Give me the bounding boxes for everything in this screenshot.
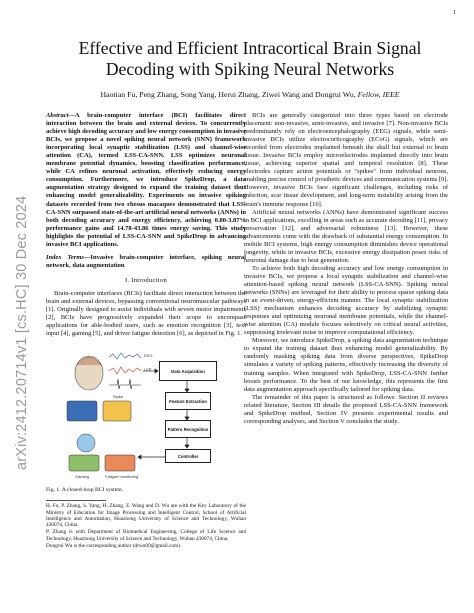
label-eeg: EEG (144, 353, 153, 359)
box-feature-extraction: Feature Extraction (165, 392, 211, 410)
signal-waveforms (109, 353, 141, 389)
body-paragraph-3: To achieve both high decoding accuracy and low energy consumption in invasive BCIs, we propose a local synaptic stabilization and channel-wise attention-based spiking neural network (LSS-CA-SNN). Spiking neural networks (SNNs) are leveraged for their ability to process sparse spiking data in an event-driven, energy-efficient manner. The local synaptic stabilization (LSS) mechanism enhances decoding accuracy by stabilizing synaptic responses and optimizing neuronal membrane potentials, while the channel-wise attention (CA) module focuses selectively on critical neural activities, suppressing irrelevant noise to improve computational efficiency. (244, 264, 448, 337)
box-pattern-recognition: Pattern Recognition (165, 420, 211, 438)
application-icons (67, 401, 135, 471)
footnote-rule (46, 500, 106, 501)
section-heading: I. Introduction (124, 276, 168, 284)
abstract (46, 112, 246, 249)
right-column (244, 112, 448, 426)
title-line-1: Effective and Efficient Intracortical Brain Signal (78, 38, 422, 58)
bci-system-figure (61, 343, 231, 483)
title-line-2: Decoding with Spiking Neural Networks (105, 59, 395, 79)
authors-names: Haotian Fu, Peng Zhang, Song Yang, Herui Zhang, Ziwei Wang and Dongrui Wu, (100, 90, 356, 99)
label-spike: Spike (113, 394, 124, 400)
body-paragraph-4: Moreover, we introduce SpikeDrop, a spiking data augmentation technique to expand the training dataset thus enhancing model generalizability. By randomly masking spiking data from diverse perspectives, SpikeDrop simulates a variety of spiking patterns, effectively increasing the diversity of training samples. When integrated with SpikeDrop, LSS-CA-SNN further boosts performance. To the best of our knowledge, this represents the first data augmentation approach specifically tailored for spiking data. (244, 337, 448, 393)
abstract-text: —A brain-computer interface (BCI) facilitates direct interaction between the brain and external devices. To concurrently achieve high decoding accuracy and low energy consumption in invasive BCIs, we propose a novel spiking neural network (SNN) framework incorporating local synaptic stabilization (LSS) and channel-wise attention (CA), termed LSS-CA-SNN. LSS optimizes neuronal membrane potential dynamics, boosting classification performance, while CA refines neuronal activation, effectively reducing energy consumption. Furthermore, we introduce SpikeDrop, a data augmentation strategy designed to expand the training dataset thus enhancing model generalizability. Experiments on invasive spiking datasets recorded from two rhesus macaques demonstrated that LSS-CA-SNN surpassed state-of-the-art artificial neural networks (ANNs) in both decoding accuracy and energy efficiency, achieving 0.80-3.87% performance gains and 14.78-43.86 times energy saving. This study highlights the potential of LSS-CA-SNN and SpikeDrop in advancing invasive BCI applications. (46, 112, 246, 248)
label-fatigue-monitoring: Fatigue monitoring (105, 474, 139, 480)
arxiv-id: arXiv:2412.20714v1 [cs.HC] 30 Dec 2024 (14, 195, 30, 470)
page-number: 1 (453, 10, 456, 16)
label-lfp: LFP (144, 367, 152, 373)
abstract-label: Abstract (46, 112, 69, 119)
figure-caption: Fig. 1. A closed-loop BCI system. (46, 487, 124, 494)
box-controller: Controller (165, 449, 211, 463)
intro-paragraph: Brain-computer interfaces (BCIs) facilitate direct interaction between the brain and external devices, bypassing conventional neuromuscular pathways [1]. Originally designed to assist individuals with severe motor impairments [2], BCIs have progressively expanded their scope to encompass applications for able-bodied users, such as emotion recognition [3], text input [4], gaming [5], and driver fatigue detection [6], as depicted in Fig. 1. (46, 289, 246, 338)
box-data-acquisition: Data Acquisition (159, 361, 217, 381)
arxiv-watermark (14, 140, 34, 470)
body-paragraph-2: Artificial neural networks (ANNs) have demonstrated significant success in BCI applications, excelling in areas such as accurate decoding [11], privacy preservation [12], and adversarial robustness [13]. However, these advancements come with the drawback of substantial energy consumption. In mobile BCI systems, high energy consumption diminishes device operational longevity, while in invasive BCIs, excessive energy dissipation poses risks of neuronal damage due to heat generation. (244, 208, 448, 264)
label-gaming: Gaming (75, 474, 90, 480)
authors-suffix: Fellow, IEEE (355, 90, 400, 99)
flow-arrows (138, 369, 189, 459)
footnote-corresponding: Dongrui Wu is the corresponding author (drwu09@gmail.com). (46, 543, 182, 550)
author-list (40, 90, 460, 99)
index-terms-text: —Invasive brain-computer interface, spiking neural network, data augmentation (46, 253, 246, 269)
head-icon (75, 356, 103, 390)
footnote-affiliation-1: H. Fu, P. Zhang, S. Yang, H. Zhang, Z. Wang and D. Wu are with the Key Laboratory of the Ministry of Education for Image Processing and Intelligent Control, School of Artificial Intelligence and Automation, Huazhong University of Science and Technology, Wuhan 430074, China. (46, 503, 246, 529)
index-terms-label: Index Terms (46, 253, 84, 261)
footnote-affiliation-2: P. Zhang is with Department of Biomedical Engineering, College of Life Science and Technology, Huazhong University of Science and Technology, Wuhan 430074, China. (46, 529, 246, 542)
body-paragraph-5: The remainder of this paper is structured as follows: Section II reviews related literature, Section III details the proposed LSS-CA-SNN framework and SpikeDrop method, Section IV presents experimental results and corresponding analyses, and Section V concludes the study. (244, 393, 448, 425)
paper-title (40, 38, 460, 80)
index-terms (46, 254, 246, 270)
body-paragraph-1: BCIs are generally categorized into three types based on electrode placement: non-invasive, semi-invasive, and invasive [7]. Non-invasive BCIs predominantly rely on electroencephalography (EEG) signals, while semi-invasive BCIs utilize electrocorticography (ECoG) signals, which are recorded from electrodes implanted beneath the skull but external to brain tissue. Invasive BCIs employ microelectrodes implanted directly into brain tissue, achieving superior spatial and temporal resolution [8]. These electrodes capture action potentials or "spikes" from individual neurons, enabling precise control of prosthetic devices and communication systems [9]. However, invasive BCIs face significant challenges, including risks of infection, scar tissue development, and long-term instability arising from the brain's immune response [10]. (244, 112, 448, 208)
left-column (46, 112, 246, 550)
